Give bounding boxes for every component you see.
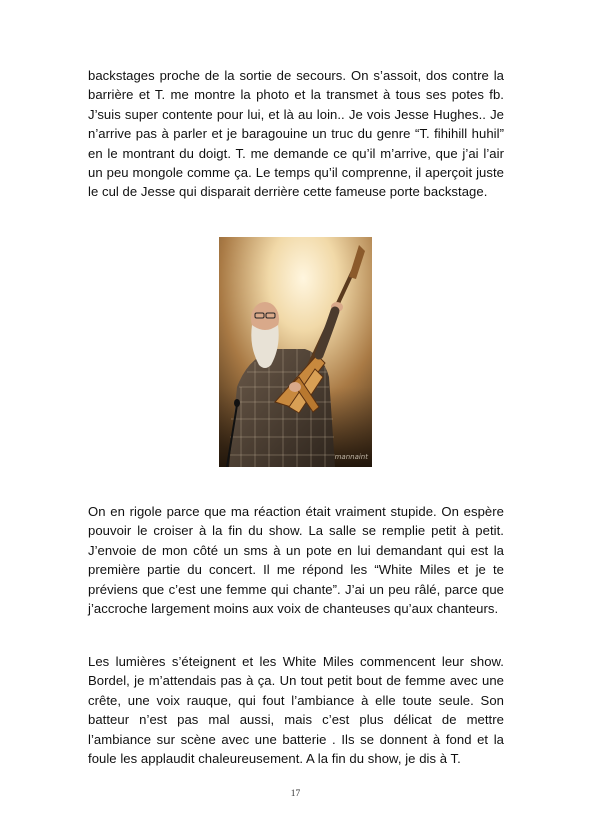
guitarist-illustration (219, 237, 372, 467)
paragraph-1: backstages proche de la sortie de secours. On s’assoit, dos contre la barrière et T. me montre la photo et la transmet à tous ses potes fb. J’suis super contente pour lui, et là au loin.. Je vois Jesse Hughes.. Je n’arrive pas à parler et je baragouine un truc du genre “T. fihihill huhil” en le montrant du doigt. T. me demande ce qu’il m’arrive, que j’ai l’air un peu mongole comme ça. Le temps qu’il comprenne, il aperçoit juste le cul de Jesse qui disparait derrière cette fameuse porte backstage. (88, 68, 504, 200)
paragraph-2: On en rigole parce que ma réaction était vraiment stupide. On espère pouvoir le croiser à la fin du show. La salle se remplie petit à petit. J’envoie de mon côté un sms à un pote en lui demandant qui est la première partie du concert. Il me répond les “White Miles et je te préviens que c’est une femme qui chante”. J’ai un peu râlé, parce que j’accroche largement moins aux voix de chanteuses qu’aux chanteurs. (88, 504, 504, 617)
concert-photo (219, 237, 372, 467)
photo-watermark: mannaint (334, 453, 368, 461)
paragraph-3: Les lumières s’éteignent et les White Miles commencent leur show. Bordel, je m’attendais pas à ça. Un tout petit bout de femme avec une crête, une voix rauque, qui fout l’ambiance à elle toute seule. Son batteur n’est pas mal aussi, mais c’est plus délicat de mettre l’ambiance sur scène avec une batterie . Ils se donnent à fond et la foule les applaudit chaleureusement. A la fin du show, je dis à T. (88, 654, 504, 767)
page-number: 17 (290, 789, 301, 799)
